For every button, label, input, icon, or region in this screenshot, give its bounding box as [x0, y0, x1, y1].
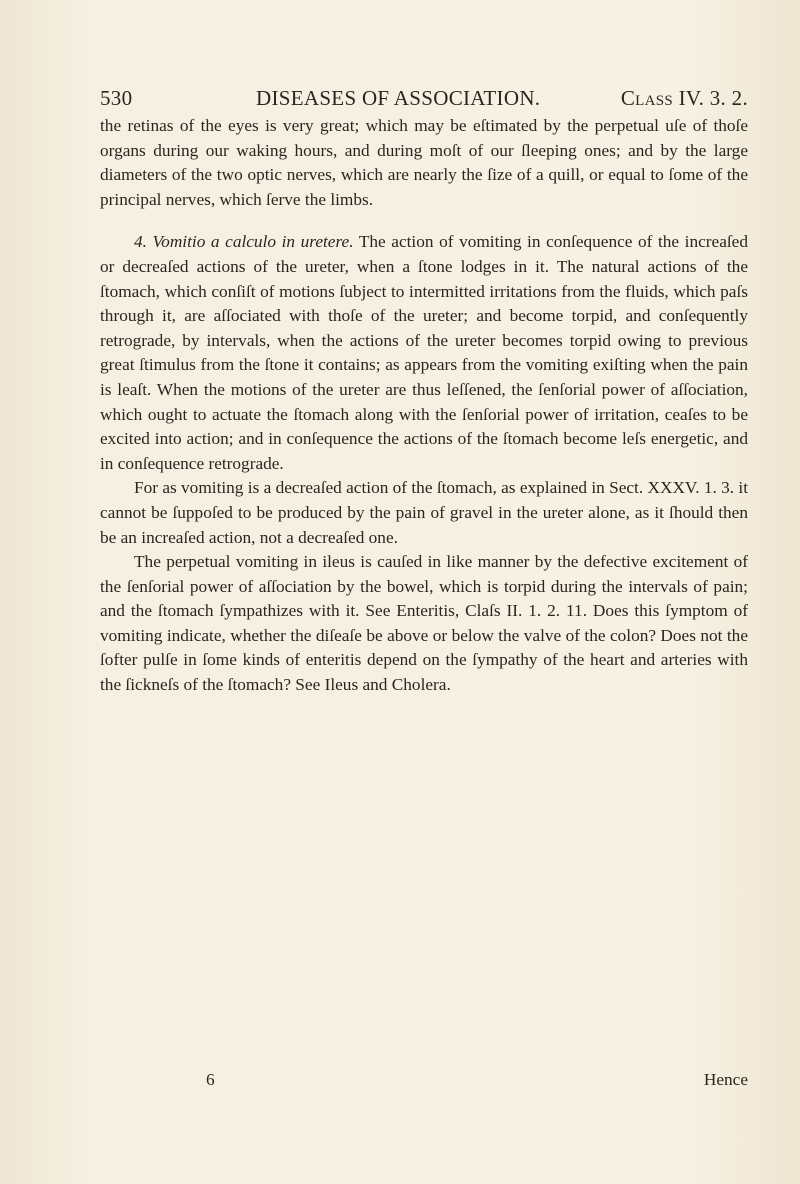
- section-heading: 4. Vomitio a calculo in uretere.: [134, 232, 354, 252]
- page-number: 530: [100, 86, 133, 110]
- catchword: Hence: [703, 1070, 748, 1089]
- running-title: DISEASES OF ASSOCIATION.: [256, 86, 541, 110]
- running-header: [100, 86, 748, 116]
- paragraph: [100, 476, 748, 550]
- class-reference: Class IV. 3. 2.: [620, 86, 748, 110]
- page-footer: [100, 1070, 748, 1096]
- paragraph-continued: [100, 114, 748, 212]
- page-body: [100, 114, 748, 698]
- paragraph: [100, 550, 748, 698]
- paragraph-text: the retinas of the eyes is very great; which may be eſtimated by the perpetual uſe of thoſe organs during our waking hours, and during moſt of our ſleeping ones; and by the large diameters of the two optic nerves, which are nearly the ſize of a quill, or equal to ſome of the principal nerves, which ſerve the limbs.: [100, 116, 748, 209]
- paragraph-section-4: [100, 230, 748, 476]
- paragraph-text: For as vomiting is a decreaſed action of the ſtomach, as explained in Sect. XXXV. 1. 3. it cannot be ſuppoſed to be produced by the pain of gravel in the ureter alone, as it ſhould then be an increaſed action, not a decreaſed one.: [100, 478, 748, 547]
- paragraph-text: The perpetual vomiting in ileus is cauſed in like manner by the defective excitement of the ſenſorial power of aſſociation by the bowel, which is torpid during the intervals of pain; and the ſtomach ſympathizes with it. See Enteritis, Claſs II. 1. 2. 11. Does this ſymptom of vomiting indicate, whether the diſeaſe be above or below the valve of the colon? Does not the ſofter pulſe in ſome kinds of enteritis depend on the ſympathy of the heart and arteries with the ſickneſs of the ſtomach? See Ileus and Cholera.: [100, 552, 748, 695]
- signature-mark: 6: [206, 1070, 215, 1089]
- paragraph-text: The action of vomiting in conſequence of the increaſed or decreaſed actions of the ureter, when a ſtone lodges in it. The natural actions of the ſtomach, which conſiſt of motions ſubject to intermitted irritations from the fluids, which paſs through it, are aſſociated with thoſe of the ureter; and become torpid, and conſequently retrograde, by intervals, when the actions of the ureter becomes torpid owing to previous great ſtimulus from the ſtone it contains; as appears from the vomiting exiſting when the pain is leaſt. When the motions of the ureter are thus leſſened, the ſenſorial power of aſſociation, which ought to actuate the ſtomach along with the ſenſorial power of irritation, ceaſes to be excited into action; and in conſequence the actions of the ſtomach become leſs energetic, and in conſequence retrograde.: [100, 232, 748, 473]
